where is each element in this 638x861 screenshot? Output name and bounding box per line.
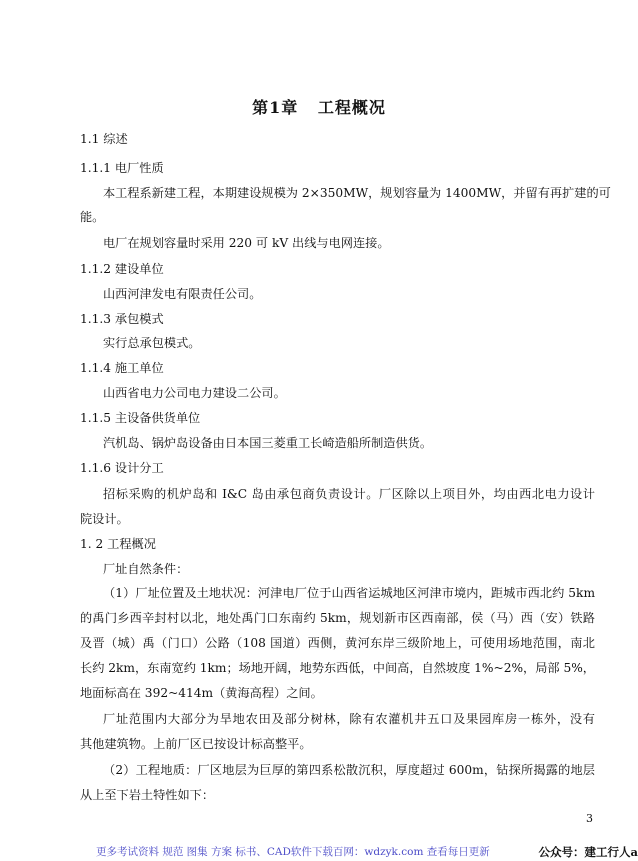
paragraph-line: （1）厂址位置及土地状况：河津电厂位于山西省运城地区河津市境内，距城市西北约 5km xyxy=(103,586,595,600)
section-heading-1-1-3: 1.1.3 承包模式 xyxy=(80,312,164,326)
section-heading-1-1: 1.1 综述 xyxy=(80,132,128,146)
paragraph-line: 及晋（城）禹（门口）公路（108 国道）西侧，黄河东岸三级阶地上，可使用场地范围，南北 xyxy=(80,636,595,650)
section-heading-1-1-4: 1.1.4 施工单位 xyxy=(80,361,164,375)
paragraph-line: 汽机岛、锅炉岛设备由日本国三菱重工长崎造船所制造供货。 xyxy=(103,436,433,450)
chapter-title: 第1章 工程概况 xyxy=(252,98,386,117)
paragraph-line: 地面标高在 392~414m（黄海高程）之间。 xyxy=(80,686,323,700)
paragraph-line: 山西省电力公司电力建设二公司。 xyxy=(103,386,286,400)
page-number: 3 xyxy=(586,812,593,825)
paragraph-line: 山西河津发电有限责任公司。 xyxy=(103,287,262,301)
paragraph-line: 能。 xyxy=(80,210,105,224)
paragraph-line: 实行总承包模式。 xyxy=(103,336,201,350)
paragraph-line: 从上至下岩土特性如下： xyxy=(80,788,215,802)
section-heading-1-1-1: 1.1.1 电厂性质 xyxy=(80,161,164,175)
section-heading-1-1-6: 1.1.6 设计分工 xyxy=(80,461,164,475)
paragraph-line: 院设计。 xyxy=(80,512,129,526)
paragraph-line: 厂址范围内大部分为旱地农田及部分树林，除有农灌机井五口及果园库房一栋外，没有 xyxy=(103,712,595,726)
section-heading-1-2: 1. 2 工程概况 xyxy=(80,537,156,551)
section-heading-1-1-2: 1.1.2 建设单位 xyxy=(80,262,164,276)
section-heading-1-1-5: 1.1.5 主设备供货单位 xyxy=(80,411,201,425)
paragraph-line: （2）工程地质：厂区地层为巨厚的第四系松散沉积，厚度超过 600m，钻探所揭露的地层 xyxy=(103,763,595,777)
paragraph-line: 长约 2km，东南宽约 1km；场地开阔，地势东西低，中间高，自然坡度 1%~2%，局部 5%， xyxy=(80,661,595,675)
paragraph-line: 电厂在规划容量时采用 220 可 kV 出线与电网连接。 xyxy=(103,236,390,250)
paragraph-line: 招标采购的机炉岛和 I&C 岛由承包商负责设计。厂区除以上项目外，均由西北电力设计 xyxy=(103,487,595,501)
paragraph-line: 其他建筑物。上前厂区已按设计标高整平。 xyxy=(80,737,312,751)
paragraph-line: 厂址自然条件： xyxy=(103,562,189,576)
paragraph-line: 的禹门乡西辛封村以北，地处禹门口东南约 5km，规划新市区西南部，侯（马）西（安）铁路 xyxy=(80,611,595,625)
footer-download-link[interactable]: 更多考试资料 规范 图集 方案 标书、CAD软件下载百网：wdzyk.com 查看每日更新 xyxy=(96,846,490,858)
footer-bar xyxy=(0,843,638,861)
footer-brand-text: 公众号：建工行人a xyxy=(538,845,638,859)
paragraph-line: 本工程系新建工程，本期建设规模为 2×350MW，规划容量为 1400MW，并留有再扩建的可 xyxy=(103,186,611,200)
